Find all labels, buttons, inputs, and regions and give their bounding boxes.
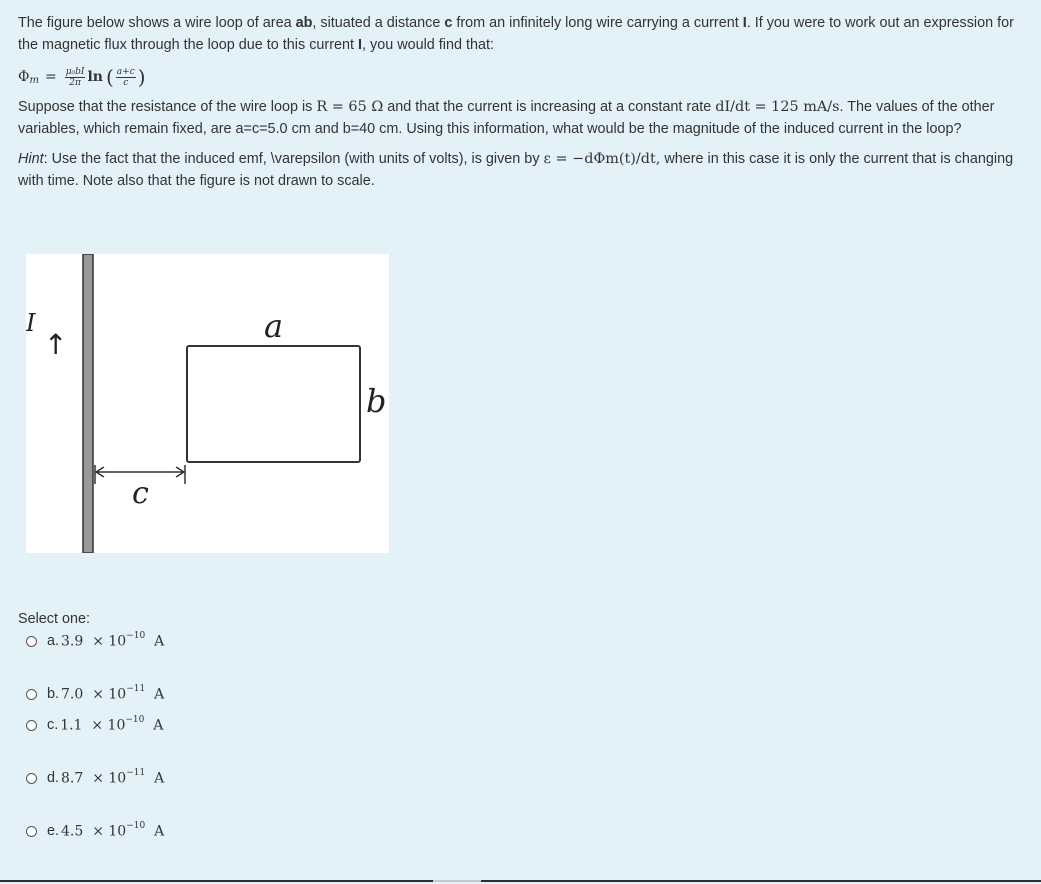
radio-icon[interactable] [26,689,37,700]
formula-paren-open: ( [105,65,114,89]
option-exp: −11 [126,768,146,778]
option-mantissa: 1.1 [60,717,83,734]
formula-fraction [65,67,86,88]
intro-text: , situated a distance [312,15,445,31]
option-a[interactable] [26,633,164,650]
radio-icon[interactable] [26,720,37,731]
option-value [61,770,164,787]
option-exp: −10 [126,631,146,641]
option-letter: d. [47,770,60,787]
option-exp: −10 [125,715,145,725]
option-letter: a. [47,633,60,650]
option-value [61,633,164,650]
intro-text: from an infinitely long wire carrying a current [452,15,743,31]
formula-ln: ln [87,69,103,85]
body-text: . The values of the other variables, which remain fixed, are a=c=5.0 cm and b=40 cm. Using this information, what would be the magnitude of the induced current in the loop? [18,99,995,137]
formula-phi: Φ [18,69,30,85]
intro-bold-I: I [742,15,747,31]
intro-bold-c: c [444,15,453,31]
formula-paren-den: c [123,77,129,88]
formula-phi-sub: m [29,75,39,86]
formula-frac-num: μ₀bI [65,66,85,77]
option-value [61,686,164,703]
formula-paren-close: ) [137,65,146,89]
option-letter: e. [47,823,60,840]
option-exp: −10 [126,821,146,831]
current-arrow-icon: ↑ [44,328,68,361]
formula-paren-fraction [116,67,136,88]
option-value [60,717,163,734]
question-hint [18,148,1023,192]
intro-bold-ab: ab [295,15,313,31]
long-wire [83,254,93,553]
hint-label: Hint [18,151,44,167]
intro-bold-I: I [358,37,362,53]
hint-text: where in this case it is only the current that is changing with time. Note also that the figure is not drawn to scale. [18,151,1014,189]
option-unit: A [154,770,165,787]
radio-icon[interactable] [26,773,37,784]
question-intro [18,12,1023,56]
bottom-tab-marker [433,880,481,882]
wire-loop [187,346,360,462]
label-b: b [366,382,387,420]
option-e[interactable] [26,823,164,840]
option-unit: A [154,823,165,840]
option-c[interactable] [26,717,163,734]
formula-equals: = [44,69,57,85]
bottom-border [0,880,1041,882]
body-math-R: R = 65 Ω [316,99,384,115]
option-letter: b. [47,686,60,703]
option-exp: −11 [126,684,146,694]
option-times: × 10 [92,633,127,650]
option-letter: c. [47,717,59,734]
intro-text: , you would find that: [362,37,494,53]
hint-text: : Use the fact that the induced emf, \varepsilon (with units of volts), is given by [43,151,544,167]
option-mantissa: 3.9 [61,633,84,650]
option-value [61,823,164,840]
hint-math-emf: ε = −dΦm(t)/dt, [543,151,661,167]
option-unit: A [153,717,164,734]
option-mantissa: 4.5 [61,823,84,840]
wire-loop-figure [26,254,389,553]
label-c: c [132,476,149,511]
option-times: × 10 [92,823,127,840]
question-text [18,12,1023,192]
radio-icon[interactable] [26,636,37,647]
intro-text: The figure below shows a wire loop of area [18,15,296,31]
current-label: I [26,309,36,337]
option-unit: A [154,633,165,650]
body-text: Suppose that the resistance of the wire loop is [18,99,317,115]
label-a: a [264,307,284,345]
figure-diagram [26,254,389,553]
option-unit: A [154,686,165,703]
select-one-label: Select one: [18,611,91,627]
answer-section [18,608,90,630]
radio-icon[interactable] [26,826,37,837]
option-times: × 10 [92,686,127,703]
option-times: × 10 [91,717,126,734]
option-mantissa: 7.0 [61,686,84,703]
flux-formula [18,64,1023,90]
option-d[interactable] [26,770,164,787]
option-mantissa: 8.7 [61,770,84,787]
body-math-dIdt: dI/dt = 125 mA/s [715,99,840,115]
formula-frac-den: 2π [69,77,81,88]
question-body [18,96,1023,140]
intro-text: . If you were to work out an expression for the magnetic flux through the loop due to this current [18,15,1014,53]
formula-paren-num: a+c [116,66,135,77]
body-text: and that the current is increasing at a constant rate [383,99,716,115]
option-times: × 10 [92,770,127,787]
option-b[interactable] [26,686,164,703]
